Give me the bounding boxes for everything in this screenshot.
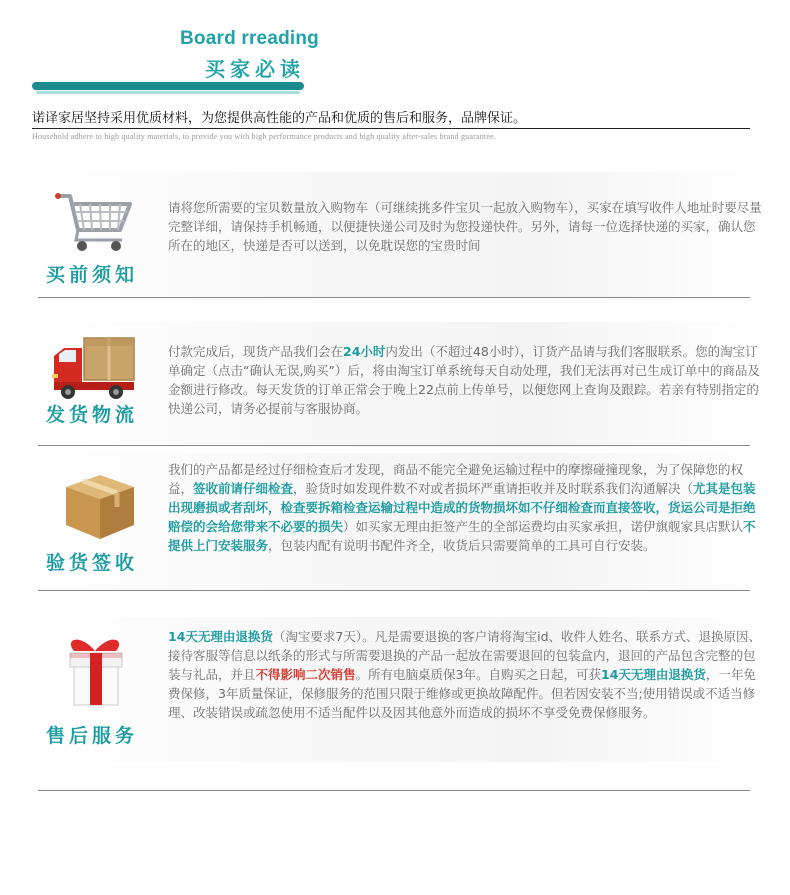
section-body <box>168 627 762 722</box>
package-box-icon <box>50 463 140 543</box>
highlight-text: 签收前请仔细检查 <box>193 481 294 496</box>
section-before-purchase <box>32 172 762 297</box>
body-text: ，验货时如发现件数不对或者损坏严重请拒收并及时联系我们沟通解决（ <box>293 481 694 496</box>
section-divider <box>38 297 750 298</box>
intro-divider <box>32 128 750 129</box>
section-title: 发货物流 <box>46 404 139 426</box>
highlight-text: 14天无理由退换货 <box>168 629 273 644</box>
highlight-text: 14天无理由退换货 <box>601 667 706 682</box>
body-text: ，包装内配有说明书配件齐全，收货后只需要简单的工具可自行安装。 <box>268 538 656 553</box>
body-text: 内发出（不超过48小时），订货产品请与我们客服联系。您的淘宝订单确定（点击“确认无误,购买”）后，将由淘宝订单系统每天自动处理，我们无法再对已生成订单中的商品及金额进行修改。每天发货的订单正常会于晚上22点前上传单号，以便您网上查询及跟踪。若亲有特别指定的快递公司，请务必提前与客服协商。 <box>168 344 760 416</box>
section-title: 售后服务 <box>46 725 139 747</box>
section-divider <box>38 445 750 446</box>
highlight-text: 24小时 <box>343 344 386 359</box>
highlight-text: 不提供上门安装服务 <box>168 519 756 553</box>
section-title: 买前须知 <box>46 264 139 286</box>
header-accent-shadow <box>36 91 300 94</box>
section-divider <box>38 790 750 791</box>
section-inspection <box>32 453 762 590</box>
body-text: 我们的产品都是经过仔细检查后才发现，商品不能完全避免运输过程中的摩擦碰撞现象，为了保障您的权益， <box>168 462 744 496</box>
intro-text-cn: 诺译家居坚持采用优质材料，为您提供高性能的产品和优质的售后和服务，品牌保证。 <box>32 111 527 126</box>
section-body <box>168 460 762 555</box>
body-text: ，一年免费保修，3年质量保证，保修服务的范围只限于维修或更换故障配件。但若因安装不当;使用错误或不适当修理、改装错误或疏忽使用不适当配件以及因其他意外而造成的损坏不享受免费保修服务。 <box>168 667 756 720</box>
body-text: ）如买家无理由拒签产生的全部运费均由买家承担，诺伊旗舰家具店默认 <box>343 519 744 534</box>
header-title-en: Board rreading <box>180 28 319 49</box>
intro-text-en: Household adhere to high quality materials, to provide you with high performance products and high quality after-sales brand guarantee. <box>32 132 497 141</box>
header-accent-bar <box>32 82 304 90</box>
header-title-cn: 买家必读 <box>205 57 305 81</box>
highlight-text: 不得影响二次销售 <box>255 667 356 682</box>
gift-box-icon <box>50 629 140 709</box>
shopping-cart-icon <box>50 182 140 262</box>
body-text: （淘宝要求7天）。凡是需要退换的客户请将淘宝id、收件人姓名、联系方式、退换原因、接待客服等信息以纸条的形式与所需要退换的产品一起放在需要退回的包装盒内，退回的产品包含完整的包装与礼品，并且 <box>168 629 762 682</box>
body-text: 付款完成后，现货产品我们会在 <box>168 344 344 359</box>
section-shipping <box>32 322 762 447</box>
body-text: 。所有电脑桌质保3年。自购买之日起，可获 <box>355 667 601 682</box>
section-title: 验货签收 <box>46 552 139 574</box>
section-divider <box>38 590 750 591</box>
section-body <box>168 342 762 418</box>
delivery-truck-icon <box>50 330 140 410</box>
section-after-sales <box>32 617 762 762</box>
highlight-text: 尤其是包装出现磨损或者刮坏，检查要拆箱检查运输过程中造成的货物损坏如不仔细检查而直接签收，货运公司是拒绝赔偿的会给您带来不必要的损失 <box>168 481 756 534</box>
section-body: 请将您所需要的宝贝数量放入购物车（可继续挑多件宝贝一起放入购物车），买家在填写收件人地址时要尽量完整详细，请保持手机畅通，以便捷快递公司及时为您投递快件。另外，请每一位选择快递的买家，确认您所在的地区，快递是否可以送到，以免耽误您的宝贵时间 <box>168 200 762 253</box>
